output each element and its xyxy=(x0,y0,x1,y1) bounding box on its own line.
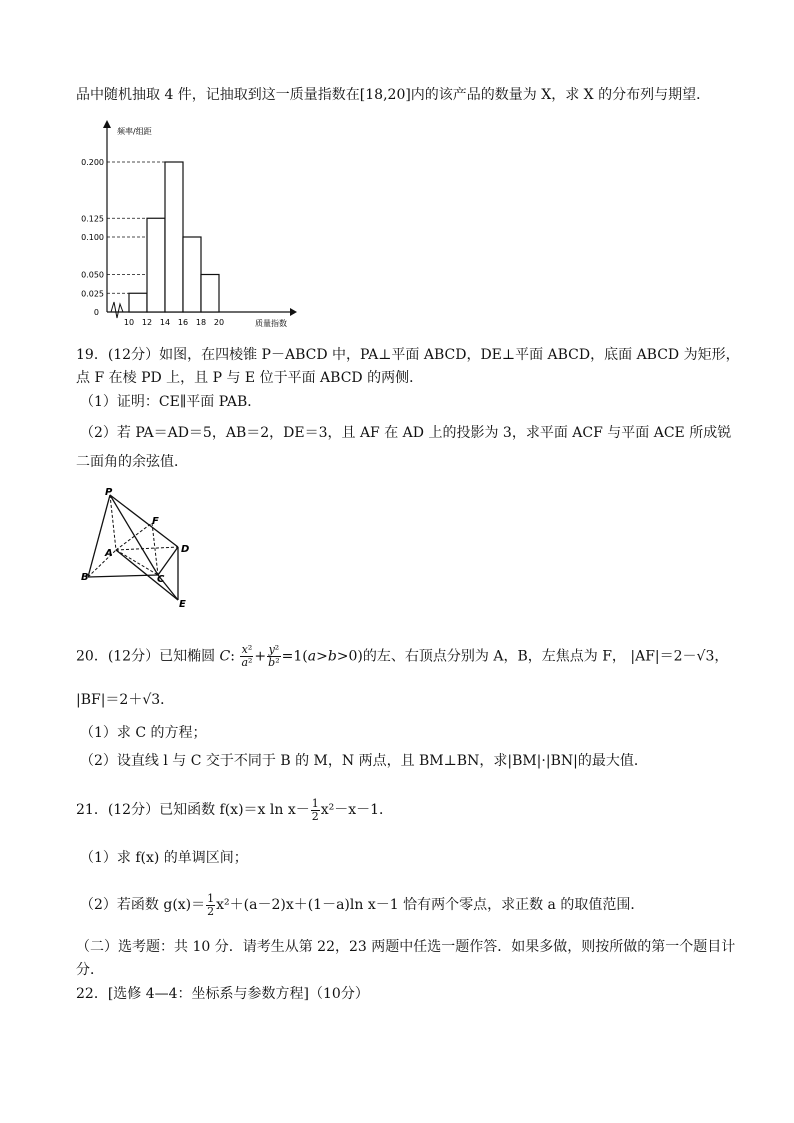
frac-half-2: $\frac{1}{2}$ xyxy=(207,891,215,918)
y-tick-label: 0.100 xyxy=(81,233,104,242)
q19-part-1: （1）证明：CE∥平面 PAB． xyxy=(80,394,262,410)
label-c: C xyxy=(157,574,165,585)
q19-part-2b: 二面角的余弦值． xyxy=(76,454,188,470)
bar xyxy=(165,162,183,312)
q20-stem-pre: 20．(12分）已知椭圆 xyxy=(76,648,216,665)
x-tick-label: 20 xyxy=(213,318,225,327)
q20-bf: |BF|＝2＋√3． xyxy=(76,692,175,708)
frac-half-1: $\frac{1}{2}$ xyxy=(311,796,319,823)
y-tick-label: 0.025 xyxy=(81,289,104,299)
label-a: A xyxy=(105,548,113,559)
x-tick-label: 12 xyxy=(141,318,153,327)
intro-line: 品中随机抽取 4 件，记抽取到这一质量指数在[18,20]内的该产品的数量为 X，求 X 的分布列与期望． xyxy=(76,87,711,103)
bar xyxy=(183,237,201,312)
q19-stem-2: 点 F 在棱 PD 上，且 P 与 E 位于平面 ABCD 的两侧． xyxy=(76,370,424,386)
axis-break xyxy=(111,302,129,318)
elective-line-1: （二）选考题：共 10 分．请考生从第 22，23 两题中任选一题作答．如果多做，则按所做的第一个题目计 xyxy=(76,939,736,955)
x-tick-label: 16 xyxy=(177,318,189,327)
q19-part-2a: （2）若 PA＝AD＝5，AB＝2，DE＝3，且 AF 在 AD 上的投影为 3，求平面 ACF 与平面 ACE 所成锐 xyxy=(80,425,732,441)
bar xyxy=(129,293,147,312)
y-tick-label: 0.125 xyxy=(81,214,104,224)
y-axis-label: 频率/组距 xyxy=(117,127,152,136)
q21-stem-post: x²－x－1． xyxy=(320,802,394,818)
label-b: B xyxy=(81,572,89,583)
q21-part-2-pre: （2）若函数 g(x)＝ xyxy=(80,897,206,913)
q21-part-2 xyxy=(80,892,644,918)
x-axis-label: 质量指数 xyxy=(255,319,287,328)
bar xyxy=(201,275,219,313)
q20-stem-mid: 的左、右顶点分别为 A，B，左焦点为 F， xyxy=(362,648,626,665)
x-tick-label: 10 xyxy=(123,318,135,327)
bar xyxy=(147,218,165,312)
label-f: F xyxy=(152,516,159,527)
x-tick-label: 18 xyxy=(195,318,207,327)
pyramid-figure xyxy=(78,485,218,615)
y-axis-arrow xyxy=(103,120,111,128)
y-tick-label: 0.050 xyxy=(81,270,104,280)
q21-part-1: （1）求 f(x) 的单调区间； xyxy=(80,850,248,866)
x-tick-label: 14 xyxy=(159,318,171,327)
y-tick-label: 0.200 xyxy=(81,158,104,167)
q22-heading: 22．[选修 4—4：坐标系与参数方程]（10分） xyxy=(76,986,369,1002)
q21-stem-pre: 21．(12分）已知函数 f(x)＝x ln x－ xyxy=(76,802,310,818)
label-e: E xyxy=(179,599,186,610)
q20-part-1: （1）求 C 的方程； xyxy=(80,725,207,741)
elective-line-2: 分． xyxy=(76,962,104,978)
label-d: D xyxy=(181,544,190,555)
q20-stem: 20．(12分）已知椭圆 C: $\frac{\text{x²}}{\text{a²}}$ + $\frac{\text{y²}}{\text{b²}}$ =1(a>b>0)的左、右顶点分别为 A，B，左焦点为 F， |AF|＝2－√3， xyxy=(76,643,729,669)
q21-stem xyxy=(76,797,393,823)
x-axis-arrow xyxy=(290,308,297,316)
q20-part-2: （2）设直线 l 与 C 交于不同于 B 的 M，N 两点，且 BM⊥BN，求|BM|·|BN|的最大值． xyxy=(80,753,648,769)
q21-part-2-post: x²＋(a－2)x＋(1－a)ln x－1 恰有两个零点，求正数 a 的取值范围． xyxy=(216,897,645,913)
q19-stem-1: 19．(12分）如图，在四棱锥 P－ABCD 中，PA⊥平面 ABCD，DE⊥平面 ABCD，底面 ABCD 为矩形， xyxy=(76,347,740,363)
frac-y2-b2: $\frac{\text{y²}}{\text{b²}}$ xyxy=(268,643,280,669)
histogram-chart xyxy=(75,118,305,333)
label-p: P xyxy=(105,487,113,498)
y-tick-label: 0 xyxy=(93,308,99,317)
frac-x2-a2: $\frac{\text{x²}}{\text{a²}}$ xyxy=(241,643,253,669)
q20-af: |AF|＝2－√3， xyxy=(630,648,729,665)
